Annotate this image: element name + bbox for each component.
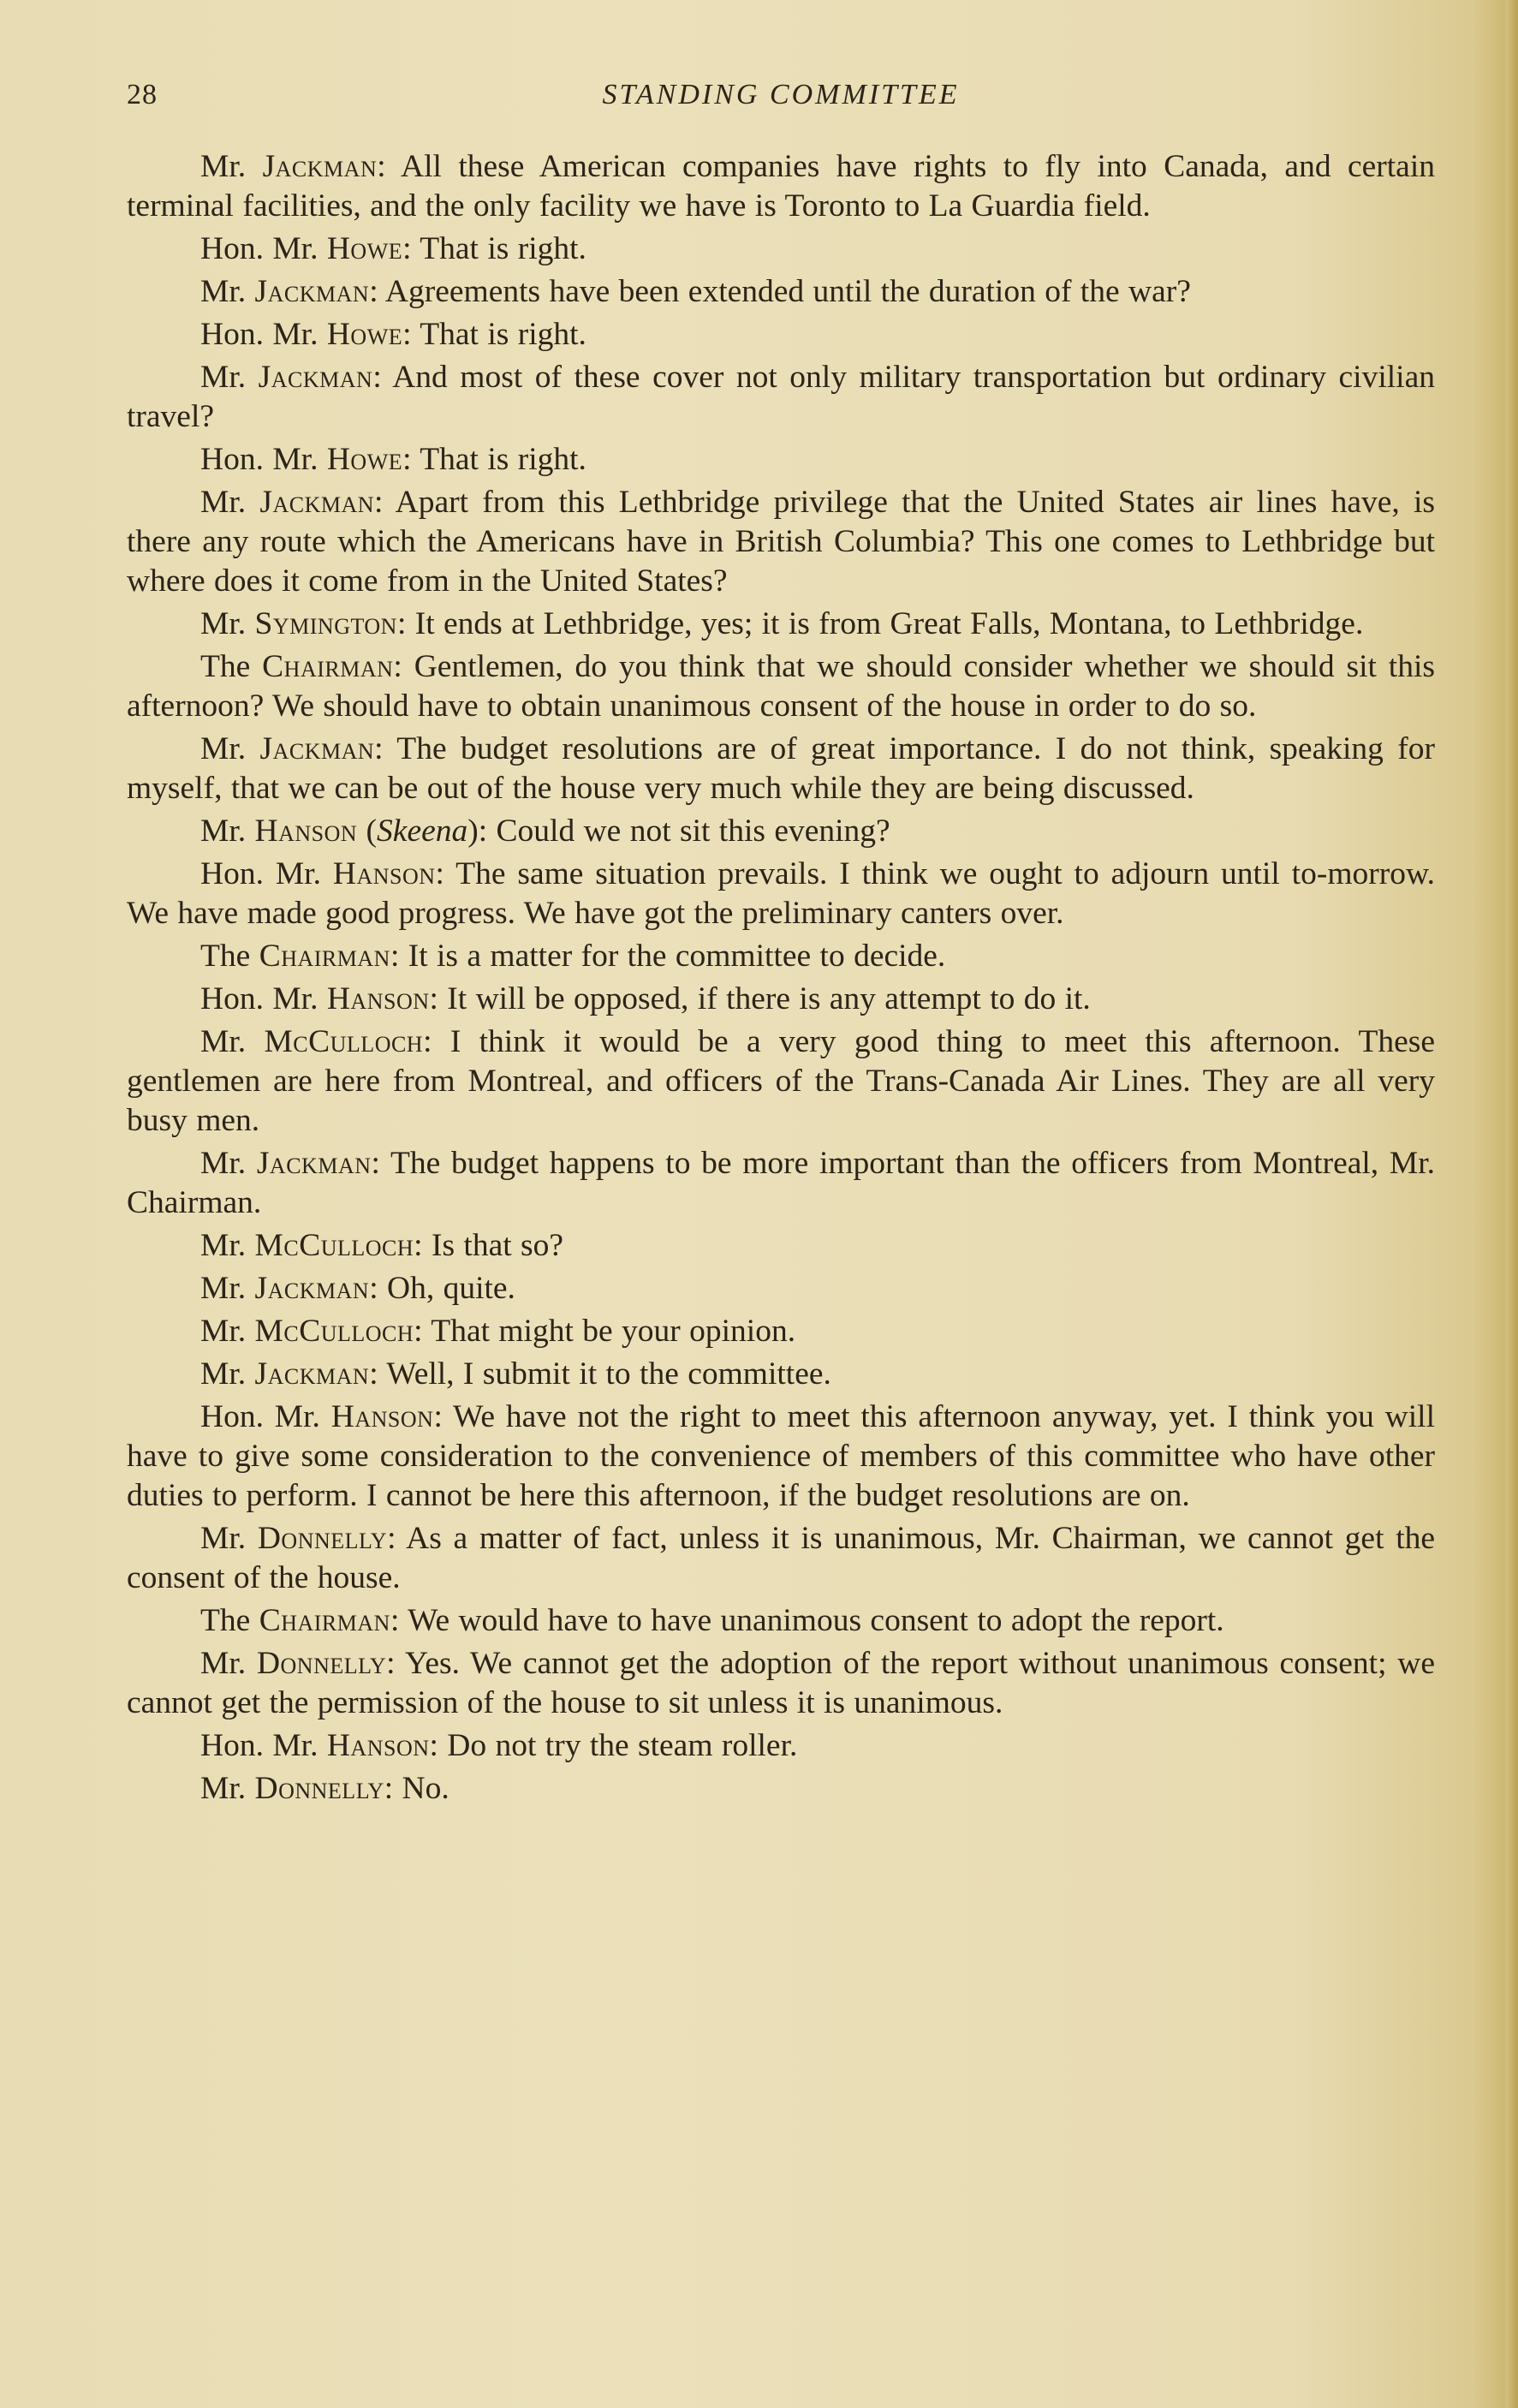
speech-paragraph [127,605,1435,644]
speaker-title: Mr. [200,485,260,520]
speech-paragraph [127,358,1435,437]
speaker-name: McCulloch [254,1314,414,1349]
speaker-title: Hon. Mr. [200,1399,331,1434]
speaker-title: Hon. Mr. [200,442,327,477]
speech-paragraph [127,1312,1435,1351]
speaker-colon: : [414,1228,432,1263]
speech-paragraph [127,483,1435,601]
speech-paragraph: Mr. Hanson (Skeena): Could we not sit this evening? [200,814,890,849]
speech-text: We have not the right to meet this afternoon anyway, yet. I think you will have to give some consideration to the convenience of members of this committee who have other duties to perform. I cannot be here this afternoon, if the budget resolutions are on. [127,1399,1436,1513]
speaker-colon: : [429,1728,448,1763]
speech-paragraph [127,229,1435,269]
speaker-colon: : [372,360,393,395]
speaker-title: Mr. [200,731,260,766]
page-number: 28 [127,79,158,110]
speaker-title: Mr. [200,1271,255,1306]
speaker-title: Mr. [200,1521,258,1556]
speaker-colon: : [387,1521,407,1556]
speech-paragraph [127,1644,1435,1723]
speaker-title: Hon. Mr. [200,231,327,266]
speaker-colon: : [390,1603,408,1638]
speech-paragraph [127,1769,1435,1809]
speaker-title: Mr. [200,1771,255,1806]
speaker-name: Jackman [254,1271,370,1306]
speaker-name: Hanson [330,1399,434,1434]
speech-text: Could we not sit this evening? [496,814,890,849]
speaker-name: Jackman [259,485,375,520]
speech-text: I think it would be a very good thing to meet this afternoon. These gentlemen are here from Montreal, and officers of the Trans-Canada Air Lines. They are all very busy men. [127,1024,1435,1138]
speaker-title: Mr. [200,1356,255,1392]
speech-paragraph [127,1269,1435,1308]
speaker-colon: : [433,1399,454,1434]
speech-text: The same situation prevails. I think we ought to adjourn until to-morrow. We have made good progress. We have got the preliminary canters over. [127,856,1436,931]
speaker-title: Mr. [200,149,263,184]
running-head: STANDING COMMITTEE [602,79,960,110]
speech-paragraph [127,980,1435,1019]
speech-text: No. [402,1771,449,1806]
speech-paragraph [127,147,1435,226]
speaker-colon: : [435,856,456,891]
speaker-title: The [200,939,259,974]
speech-text: As a matter of fact, unless it is unanimous, Mr. Chairman, we cannot get the consent of the house. [127,1521,1436,1595]
speaker-title: Hon. Mr. [200,856,333,891]
page-edge-shadow [1506,0,1518,2408]
speech-text: Apart from this Lethbridge privilege that the United States air lines have, is there any route which the Americans have in British Columbia? This one comes to Lethbridge but where does it come from in the United States? [127,485,1435,599]
speech-text: That is right. [420,317,586,352]
speaker-colon: : [374,731,397,766]
speech-paragraph [127,272,1435,312]
speaker-name: McCulloch [264,1024,424,1059]
speaker-name: Chairman [262,649,394,684]
speaker-colon: : [384,1771,402,1806]
speech-text: Well, I submit it to the committee. [386,1356,831,1392]
speech-paragraph [127,1226,1435,1266]
speaker-name: Symington [254,606,397,641]
speaker-constituency: Skeena [377,814,468,849]
speaker-name: Jackman [254,1356,370,1392]
speech-paragraph [127,937,1435,976]
speech-paragraph [127,855,1435,933]
speaker-colon: : [414,1314,432,1349]
speaker-colon: : [393,649,414,684]
speech-paragraph [127,730,1435,808]
speaker-name: Donnelly [257,1521,388,1556]
speaker-colon: : [423,1024,450,1059]
speaker-colon: : [390,939,408,974]
speaker-name: Howe [326,231,403,266]
speech-text: All these American companies have rights to fly into Canada, and certain terminal facilities, and the only facility we have is Toronto to La Guardia field. [127,149,1435,224]
speaker-colon: : [369,1271,387,1306]
speaker-title: Mr. [200,274,255,309]
speech-paragraph [127,315,1435,355]
speaker-title: Mr. [200,814,255,849]
speaker-title: Mr. [200,1314,255,1349]
speaker-name: Hanson [326,1728,430,1763]
speaker-name: Jackman [256,1146,372,1181]
speaker-title: The [200,649,263,684]
speech-text: We would have to have unanimous consent to adopt the report. [408,1603,1224,1638]
speaker-colon: : [369,1356,387,1392]
speech-text: That is right. [420,442,586,477]
speech-paragraph [127,1601,1435,1641]
speaker-title: The [200,1603,259,1638]
speaker-colon: : [371,1146,390,1181]
speaker-name: Chairman [259,939,390,974]
speech-paragraph [127,1144,1435,1223]
speaker-name: Donnelly [256,1646,387,1681]
speaker-colon: : [396,606,415,641]
speech-text: That might be your opinion. [431,1314,796,1349]
speaker-title: Mr. [200,1228,255,1263]
speech-paragraph [127,1726,1435,1766]
speaker-colon: : [386,1646,405,1681]
speaker-title: Hon. Mr. [200,981,327,1016]
speaker-title: Mr. [200,1146,257,1181]
speech-text: And most of these cover not only military transportation but ordinary civilian travel? [127,360,1435,434]
speaker-title: Hon. Mr. [200,1728,327,1763]
speaker-name: Jackman [259,731,375,766]
speech-paragraph [127,1355,1435,1394]
speech-text: That is right. [420,231,586,266]
speaker-name: Donnelly [254,1771,384,1806]
speech-text: It will be opposed, if there is any attempt to do it. [447,981,1091,1016]
speech-paragraph [127,647,1435,726]
speaker-colon: : [402,442,420,477]
speaker-title: Hon. Mr. [200,317,327,352]
speaker-colon: : [369,274,385,309]
speaker-colon: : [377,149,401,184]
speech-text: Is that so? [431,1228,564,1263]
speaker-colon: : [374,485,396,520]
speaker-colon: : [402,231,420,266]
speaker-title: Mr. [200,1646,257,1681]
speaker-title: Mr. [200,1024,265,1059]
speaker-name: Chairman [259,1603,390,1638]
speaker-name: Hanson [254,814,358,849]
speech-text: It is a matter for the committee to decide. [408,939,946,974]
transcript-body [127,147,1435,1812]
speaker-name: Howe [326,317,403,352]
speech-text: The budget happens to be more important than the officers from Montreal, Mr. Chairman. [127,1146,1435,1220]
page-header [127,79,1435,122]
speaker-name: Jackman [258,360,373,395]
speech-paragraph [127,1398,1435,1516]
speech-text: Gentlemen, do you think that we should consider whether we should sit this afternoon? We should have to obtain unanimous consent of the house in order to do so. [127,649,1435,724]
speech-text: The budget resolutions are of great importance. I do not think, speaking for myself, that we can be out of the house very much while they are being discussed. [127,731,1435,806]
speaker-title: Mr. [200,360,259,395]
speaker-name: McCulloch [254,1228,414,1263]
speech-paragraph [127,1519,1435,1598]
speaker-name: Jackman [254,274,370,309]
speech-text: Do not try the steam roller. [447,1728,798,1763]
speech-paragraph [127,1022,1435,1141]
speaker-name: Hanson [332,856,436,891]
speaker-title: Mr. [200,606,255,641]
speech-paragraph [127,440,1435,480]
speaker-name: Hanson [326,981,430,1016]
speaker-name: Jackman [262,149,378,184]
speaker-colon: : [478,814,497,849]
speech-text: It ends at Lethbridge, yes; it is from Great Falls, Montana, to Lethbridge. [414,606,1364,641]
speaker-name: Howe [326,442,403,477]
speech-text: Yes. We cannot get the adoption of the report without unanimous consent; we cannot get the permission of the house to sit unless it is unanimous. [127,1646,1436,1720]
speech-text: Agreements have been extended until the duration of the war? [384,274,1191,309]
speaker-colon: : [402,317,420,352]
speech-text: Oh, quite. [386,1271,515,1306]
speaker-colon: : [429,981,448,1016]
